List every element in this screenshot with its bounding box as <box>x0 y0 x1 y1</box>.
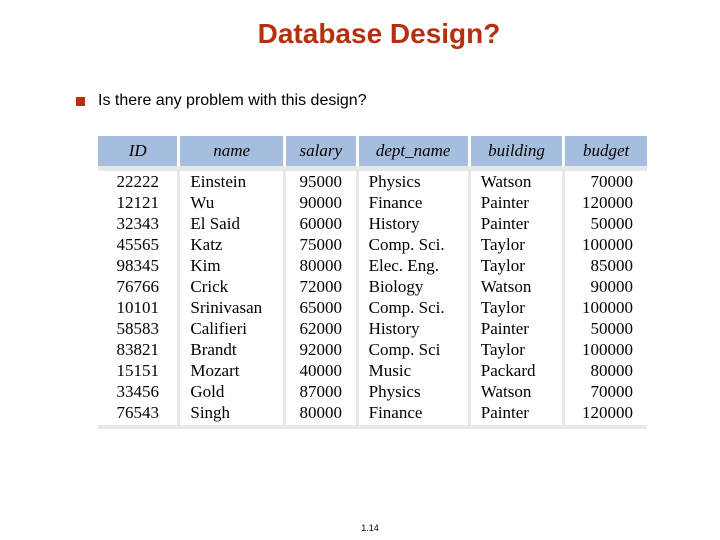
table-header-row <box>98 136 647 166</box>
cell-id: 33456 <box>98 381 179 402</box>
cell-id: 76766 <box>98 276 179 297</box>
cell-name: Brandt <box>179 339 285 360</box>
cell-salary: 65000 <box>285 297 358 318</box>
cell-dept-name: Biology <box>357 276 469 297</box>
relation-table-container <box>98 136 647 429</box>
cell-salary: 92000 <box>285 339 358 360</box>
cell-salary: 80000 <box>285 402 358 425</box>
cell-name: Gold <box>179 381 285 402</box>
cell-budget: 50000 <box>564 318 647 339</box>
cell-building: Painter <box>469 213 563 234</box>
cell-dept-name: History <box>357 318 469 339</box>
table-row <box>98 192 647 213</box>
cell-id: 58583 <box>98 318 179 339</box>
relation-table <box>98 136 647 425</box>
table-row <box>98 318 647 339</box>
cell-id: 98345 <box>98 255 179 276</box>
cell-salary: 40000 <box>285 360 358 381</box>
table-row <box>98 402 647 425</box>
cell-name: Singh <box>179 402 285 425</box>
cell-building: Taylor <box>469 255 563 276</box>
cell-building: Watson <box>469 171 563 192</box>
cell-id: 32343 <box>98 213 179 234</box>
table-row <box>98 255 647 276</box>
cell-salary: 95000 <box>285 171 358 192</box>
column-header-building: building <box>469 136 563 166</box>
cell-budget: 70000 <box>564 381 647 402</box>
column-header-name: name <box>179 136 285 166</box>
cell-dept-name: Finance <box>357 402 469 425</box>
cell-name: El Said <box>179 213 285 234</box>
table-body <box>98 166 647 425</box>
cell-dept-name: Physics <box>357 171 469 192</box>
cell-dept-name: Elec. Eng. <box>357 255 469 276</box>
cell-budget: 50000 <box>564 213 647 234</box>
cell-id: 83821 <box>98 339 179 360</box>
table-row <box>98 234 647 255</box>
table-row <box>98 213 647 234</box>
cell-salary: 80000 <box>285 255 358 276</box>
cell-id: 76543 <box>98 402 179 425</box>
column-header-budget: budget <box>564 136 647 166</box>
cell-salary: 62000 <box>285 318 358 339</box>
cell-salary: 87000 <box>285 381 358 402</box>
column-header-dept-name: dept_name <box>357 136 469 166</box>
cell-name: Crick <box>179 276 285 297</box>
cell-id: 15151 <box>98 360 179 381</box>
cell-budget: 120000 <box>564 192 647 213</box>
slide-title: Database Design? <box>257 18 501 49</box>
table-row <box>98 339 647 360</box>
cell-dept-name: Comp. Sci. <box>357 234 469 255</box>
cell-salary: 60000 <box>285 213 358 234</box>
cell-dept-name: Physics <box>357 381 469 402</box>
bullet-point <box>76 92 367 110</box>
cell-dept-name: Comp. Sci. <box>357 297 469 318</box>
table-row <box>98 381 647 402</box>
cell-building: Taylor <box>469 339 563 360</box>
cell-budget: 100000 <box>564 297 647 318</box>
cell-dept-name: History <box>357 213 469 234</box>
cell-id: 12121 <box>98 192 179 213</box>
cell-budget: 85000 <box>564 255 647 276</box>
cell-name: Einstein <box>179 171 285 192</box>
cell-budget: 90000 <box>564 276 647 297</box>
cell-salary: 90000 <box>285 192 358 213</box>
cell-name: Wu <box>179 192 285 213</box>
cell-name: Califieri <box>179 318 285 339</box>
cell-dept-name: Comp. Sci <box>357 339 469 360</box>
cell-salary: 72000 <box>285 276 358 297</box>
cell-building: Painter <box>469 318 563 339</box>
cell-building: Taylor <box>469 234 563 255</box>
bullet-text: Is there any problem with this design? <box>98 92 367 109</box>
cell-budget: 70000 <box>564 171 647 192</box>
cell-dept-name: Finance <box>357 192 469 213</box>
cell-dept-name: Music <box>357 360 469 381</box>
cell-building: Watson <box>469 276 563 297</box>
cell-id: 22222 <box>98 171 179 192</box>
table-row <box>98 360 647 381</box>
cell-budget: 80000 <box>564 360 647 381</box>
cell-salary: 75000 <box>285 234 358 255</box>
slide-number: 1.14 <box>361 523 379 533</box>
cell-name: Srinivasan <box>179 297 285 318</box>
cell-name: Katz <box>179 234 285 255</box>
cell-budget: 100000 <box>564 234 647 255</box>
table-row <box>98 297 647 318</box>
cell-name: Mozart <box>179 360 285 381</box>
cell-building: Packard <box>469 360 563 381</box>
cell-building: Watson <box>469 381 563 402</box>
table-row <box>98 171 647 192</box>
cell-id: 45565 <box>98 234 179 255</box>
cell-id: 10101 <box>98 297 179 318</box>
cell-building: Painter <box>469 192 563 213</box>
square-bullet-icon <box>76 97 85 106</box>
cell-building: Painter <box>469 402 563 425</box>
table-row <box>98 276 647 297</box>
column-header-id: ID <box>98 136 179 166</box>
cell-budget: 120000 <box>564 402 647 425</box>
cell-name: Kim <box>179 255 285 276</box>
cell-building: Taylor <box>469 297 563 318</box>
column-header-salary: salary <box>285 136 358 166</box>
cell-budget: 100000 <box>564 339 647 360</box>
